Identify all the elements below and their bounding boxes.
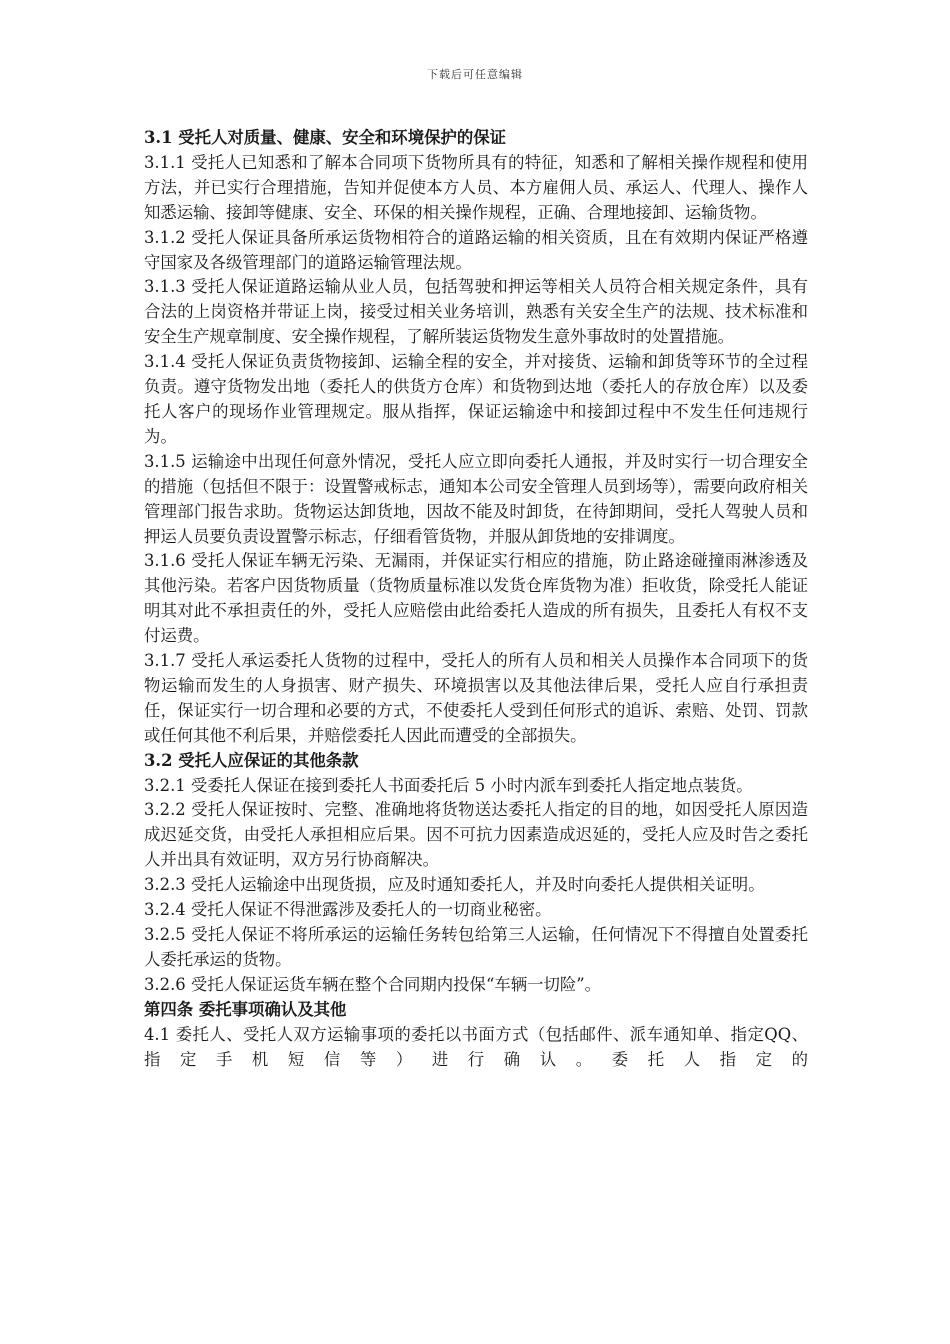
clause-paragraph: 3.2.1 受委托人保证在接到委托人书面委托后 5 小时内派车到委托人指定地点装货。 [144,775,753,795]
clause-paragraph: 3.1.1 受托人已知悉和了解本合同项下货物所具有的特征，知悉和了解相关操作规程和使用方法，并已实行合理措施，告知并促使本方人员、本方雇佣人员、承运人、代理人、操作人知悉运输、接卸等健康、安全、环保的相关操作规程，正确、合理地接卸、运输货物。 [144,152,808,222]
clause-paragraph: 4.1 委托人、受托人双方运输事项的委托以书面方式（包括邮件、派车通知单、指定QQ、指定手机短信等）进行确认。委托人指定的 [144,1024,808,1069]
clause-paragraph: 3.1.3 受托人保证道路运输从业人员，包括驾驶和押运等相关人员符合相关规定条件，具有合法的上岗资格并带证上岗，接受过相关业务培训，熟悉有关安全生产的法规、技术标准和安全生产规章制度、安全操作规程，了解所装运货物发生意外事故时的处置措施。 [144,277,808,347]
clause-paragraph: 3.1.5 运输途中出现任何意外情况，受托人应立即向委托人通报，并及时实行一切合理安全的措施（包括但不限于：设置警戒标志，通知本公司安全管理人员到场等），需要向政府相关管理部门报告求助。货物运达卸货地，因故不能及时卸货，在待卸期间，受托人驾驶人员和押运人员要负责设置警示标志，仔细看管货物，并服从卸货地的安排调度。 [144,451,808,546]
section-heading: 3.2 受托人应保证的其他条款 [144,750,359,770]
document-body [144,126,808,1072]
article-heading: 第四条 委托事项确认及其他 [144,999,347,1019]
clause-paragraph: 3.1.6 受托人保证车辆无污染、无漏雨，并保证实行相应的措施，防止路途碰撞雨淋渗透及其他污染。若客户因货物质量（货物质量标准以发货仓库货物为准）拒收货，除受托人能证明其对此不承担责任的外，受托人应赔偿由此给委托人造成的所有损失，且委托人有权不支付运费。 [144,551,808,646]
clause-paragraph: 3.2.6 受托人保证运货车辆在整个合同期内投保“车辆一切险”。 [144,974,602,994]
clause-paragraph: 3.1.4 受托人保证负责货物接卸、运输全程的安全，并对接货、运输和卸货等环节的全过程负责。遵守货物发出地（委托人的供货方仓库）和货物到达地（委托人的存放仓库）以及委托人客户的现场作业管理规定。服从指挥，保证运输途中和接卸过程中不发生任何违规行为。 [144,352,808,446]
clause-paragraph: 3.1.7 受托人承运委托人货物的过程中，受托人的所有人员和相关人员操作本合同项下的货物运输而发生的人身损害、财产损失、环境损害以及其他法律后果，受托人应自行承担责任，保证实行一切合理和必要的方式，不使委托人受到任何形式的追诉、索赔、处罚、罚款或任何其他不利后果，并赔偿委托人因此而遭受的全部损失。 [144,651,808,745]
clause-paragraph: 3.2.4 受托人保证不得泄露涉及委托人的一切商业秘密。 [144,900,552,920]
section-heading: 3.1 受托人对质量、健康、安全和环境保护的保证 [144,128,507,147]
clause-paragraph: 3.2.5 受托人保证不将所承运的运输任务转包给第三人运输，任何情况下不得擅自处置委托人委托承运的货物。 [144,925,808,969]
clause-paragraph: 3.2.3 受托人运输途中出现货损，应及时通知委托人，并及时向委托人提供相关证明。 [144,875,765,895]
header-note: 下载后可任意编辑 [427,68,523,81]
clause-paragraph: 3.1.2 受托人保证具备所承运货物相符合的道路运输的相关资质，且在有效期内保证严格遵守国家及各级管理部门的道路运输管理法规。 [144,227,808,272]
clause-paragraph: 3.2.2 受托人保证按时、完整、准确地将货物送达委托人指定的目的地，如因受托人原因造成迟延交货，由受托人承担相应后果。因不可抗力因素造成迟延的，受托人应及时告之委托人并出具有效证明，双方另行协商解决。 [144,800,808,870]
